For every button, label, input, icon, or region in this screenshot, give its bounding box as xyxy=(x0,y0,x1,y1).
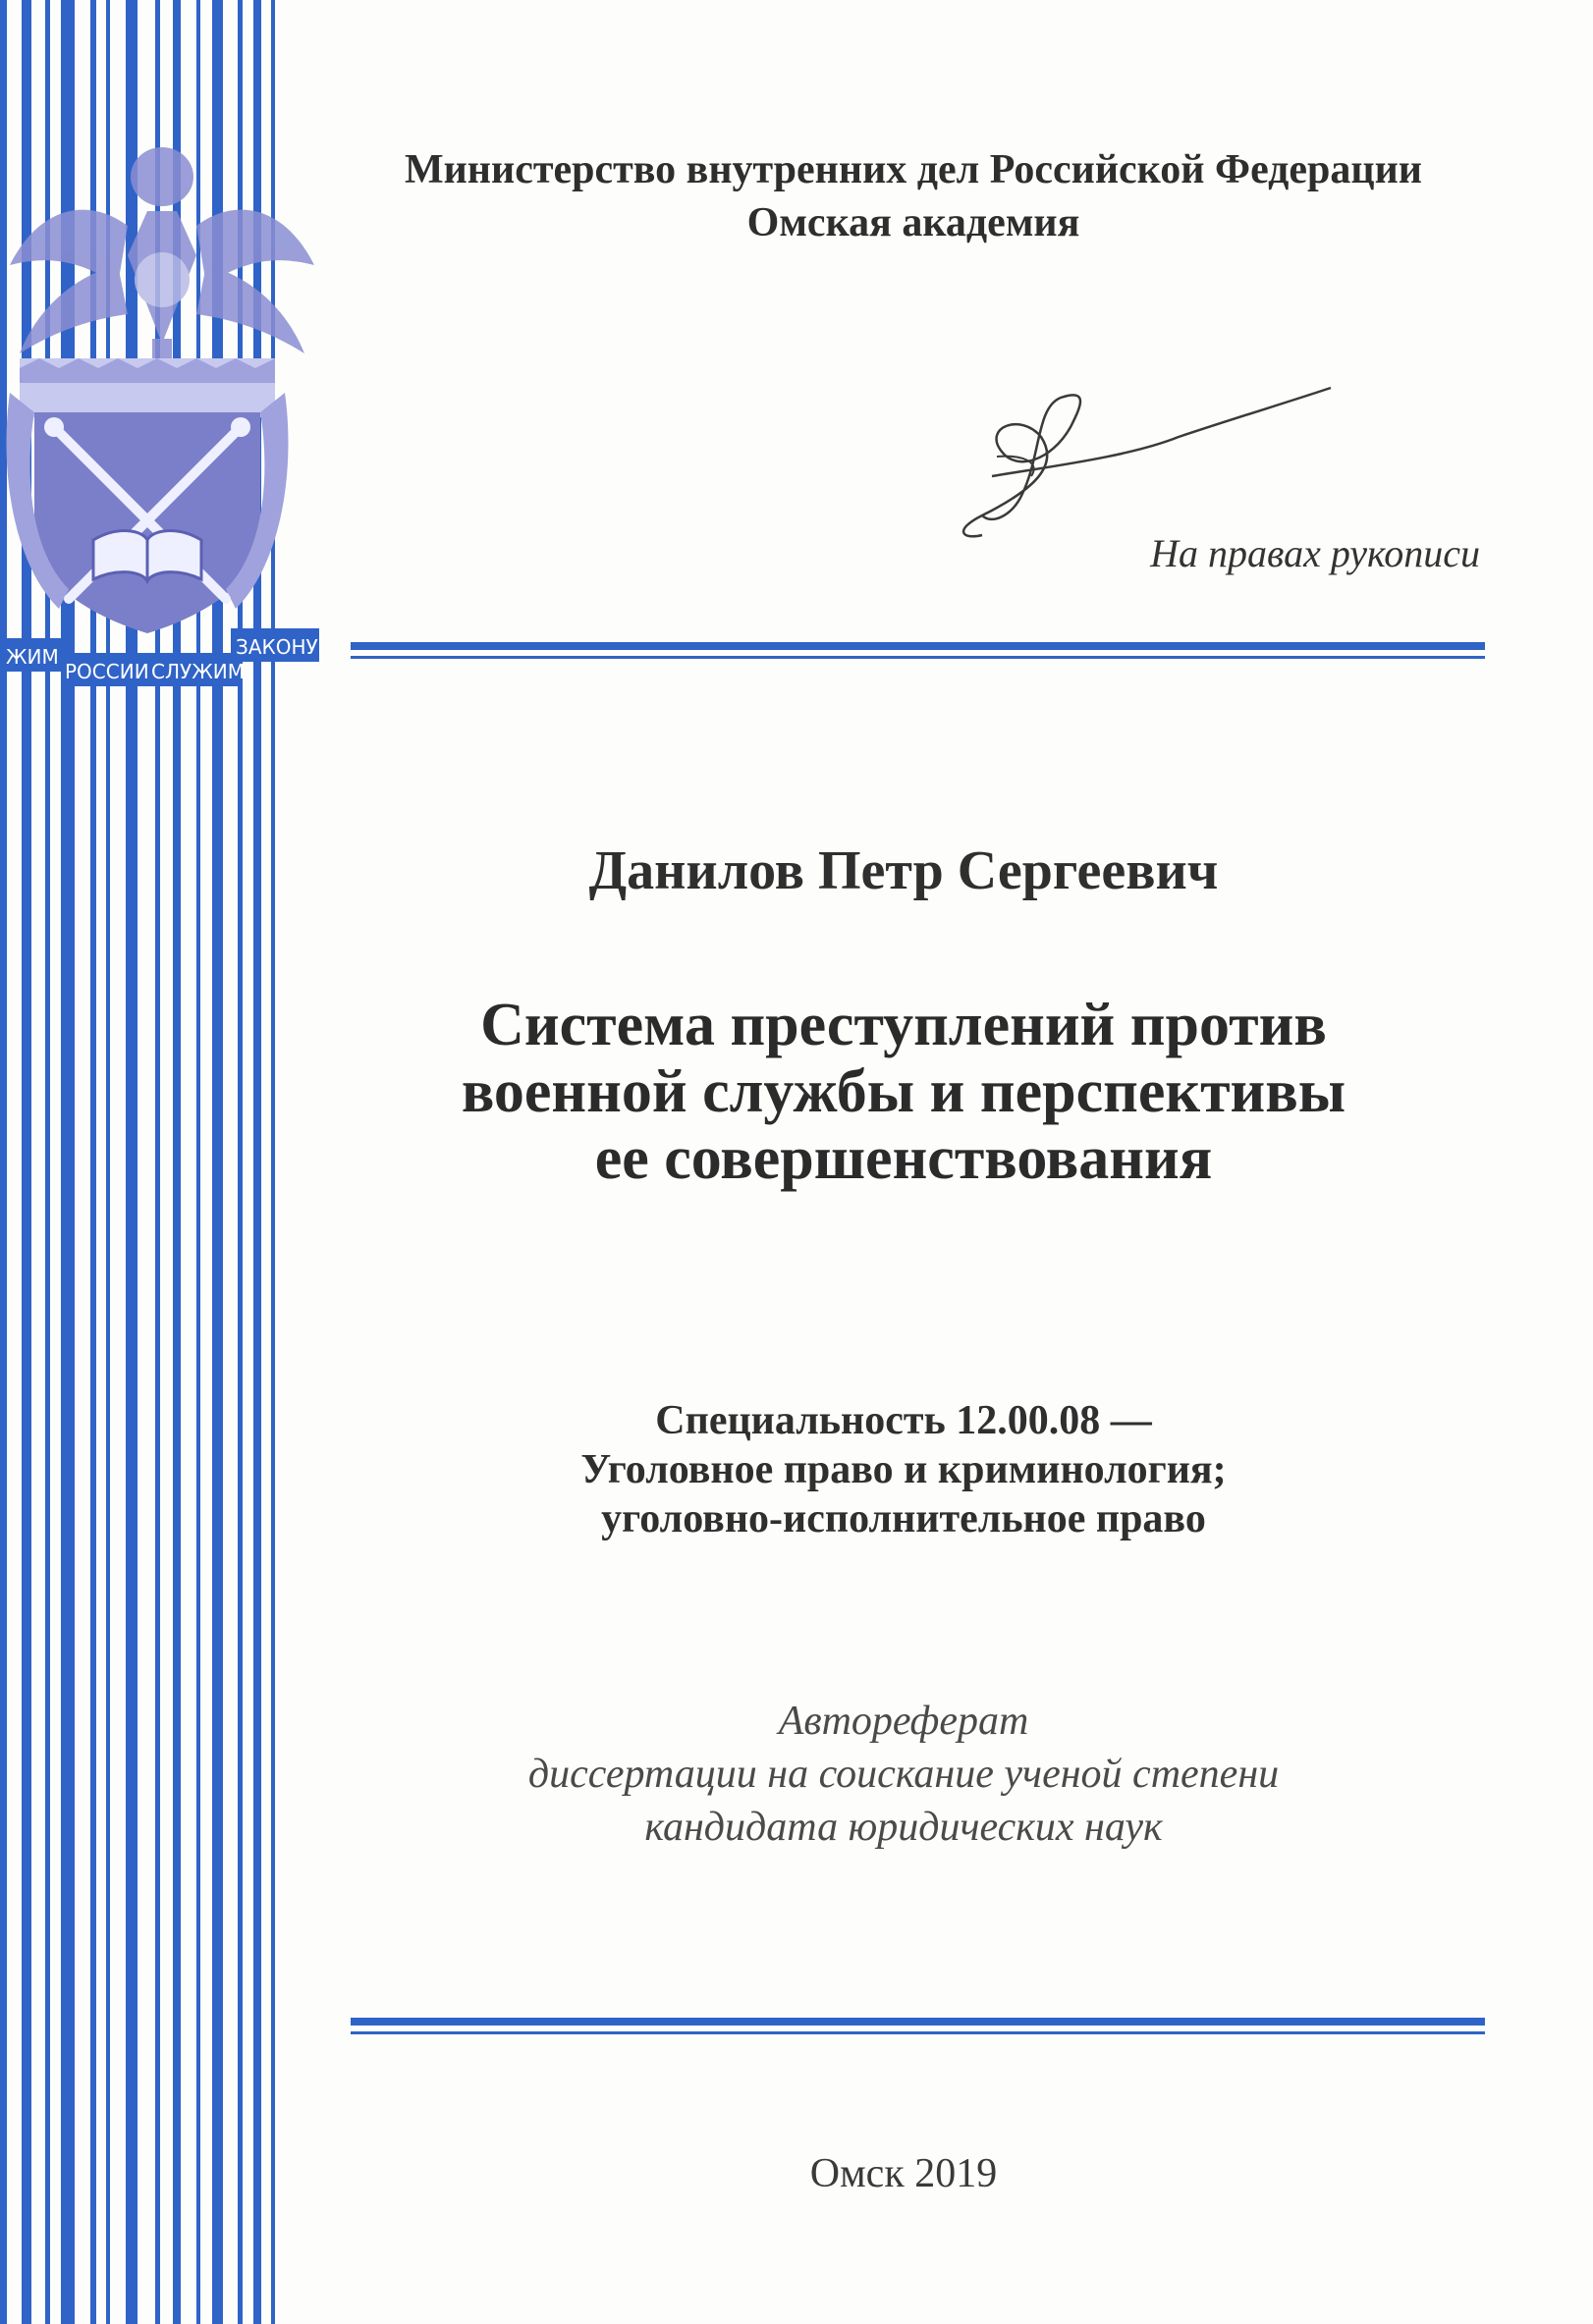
motto-word: СЛУЖИМ xyxy=(151,660,245,683)
abstract-description xyxy=(334,1695,1473,1854)
title-line: Система преступлений против xyxy=(480,992,1327,1058)
title-line: военной службы и перспективы xyxy=(461,1058,1346,1125)
motto-word: РОССИИ xyxy=(65,660,149,683)
top-divider xyxy=(351,642,1485,659)
specialty xyxy=(334,1396,1473,1543)
city-year: Омск 2019 xyxy=(809,2151,998,2196)
dissertation-title xyxy=(334,992,1473,1192)
author-name: Данилов Петр Сергеевич xyxy=(588,840,1219,901)
abstract-line: кандидата юридических наук xyxy=(644,1805,1163,1850)
specialty-line: Специальность 12.00.08 — xyxy=(655,1398,1152,1443)
manuscript-note: На правах рукописи xyxy=(1150,531,1480,575)
abstract-line: Автореферат xyxy=(778,1699,1029,1744)
abstract-line: диссертации на соискание ученой степени xyxy=(527,1752,1280,1797)
motto-word: ЗАКОНУ xyxy=(236,635,318,659)
bottom-divider xyxy=(351,2018,1485,2034)
academy-name: Омская академия xyxy=(746,200,1080,245)
academy-emblem-icon xyxy=(0,118,324,717)
title-line: ее совершенствования xyxy=(594,1125,1213,1192)
motto-word: ЖИМ xyxy=(6,645,59,669)
specialty-line: Уголовное право и криминология; xyxy=(580,1447,1227,1492)
specialty-line: уголовно-исполнительное право xyxy=(601,1496,1206,1541)
ministry-name: Министерство внутренних дел Российской Федерации xyxy=(404,147,1423,192)
